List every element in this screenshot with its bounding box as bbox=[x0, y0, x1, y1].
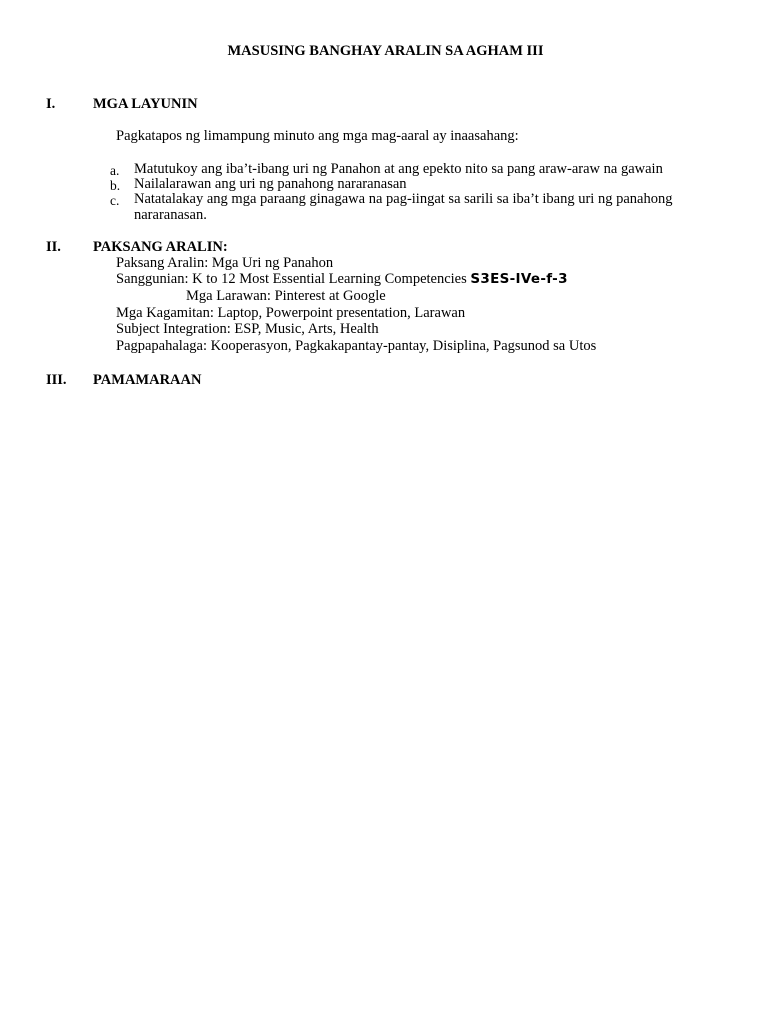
pagpapahalaga-line: Pagpapahalaga: Kooperasyon, Pagkakapantay-pantay, Disiplina, Pagsunod sa Utos bbox=[116, 338, 597, 354]
mga-kagamitan-line: Mga Kagamitan: Laptop, Powerpoint presentation, Larawan bbox=[116, 305, 466, 321]
section-1-number: I. bbox=[46, 96, 56, 112]
list-item-text: Matutukoy ang iba’t-ibang uri ng Panahon at ang epekto nito sa pang araw-araw na gawain bbox=[134, 161, 663, 177]
list-marker: a. bbox=[110, 163, 120, 178]
section-3-heading: PAMAMARAAN bbox=[93, 372, 202, 388]
list-marker: c. bbox=[110, 193, 120, 208]
document-title: MASUSING BANGHAY ARALIN SA AGHAM III bbox=[227, 43, 544, 59]
paksang-aralin-line: Paksang Aralin: Mga Uri ng Panahon bbox=[116, 255, 334, 271]
section-2-heading: PAKSANG ARALIN: bbox=[93, 239, 228, 255]
section-3-number: III. bbox=[46, 372, 67, 388]
objectives-intro: Pagkatapos ng limampung minuto ang mga mag-aaral ay inaasahang: bbox=[116, 128, 519, 144]
subject-integration-line: Subject Integration: ESP, Music, Arts, Health bbox=[116, 321, 379, 337]
section-2-number: II. bbox=[46, 239, 61, 255]
mga-larawan-line: Mga Larawan: Pinterest at Google bbox=[186, 288, 386, 304]
competency-code: S3ES-IVe-f-3 bbox=[470, 271, 568, 287]
list-item-text: Natatalakay ang mga paraang ginagawa na pag-iingat sa sarili sa iba’t ibang uri ng panahong nararanasan. bbox=[134, 191, 673, 223]
sanggunian-label: Sanggunian: K to 12 Most Essential Learning Competencies bbox=[116, 271, 467, 287]
list-item-text: Nailalarawan ang uri ng panahong nararanasan bbox=[134, 176, 407, 192]
section-1-heading: MGA LAYUNIN bbox=[93, 96, 198, 112]
list-marker: b. bbox=[110, 178, 121, 193]
sanggunian-line bbox=[116, 271, 568, 288]
